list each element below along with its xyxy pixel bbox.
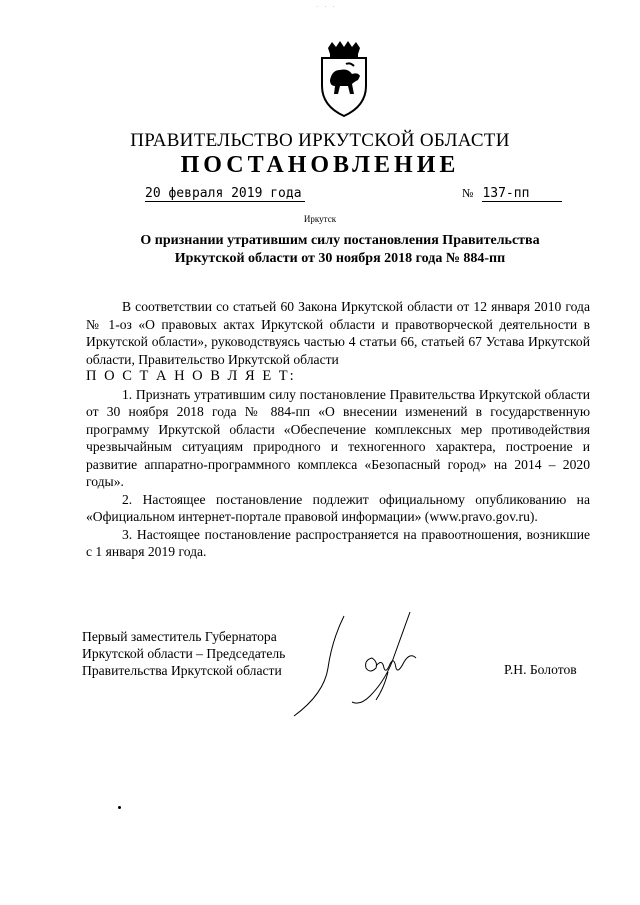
position-line-1: Первый заместитель Губернатора <box>82 629 277 644</box>
document-number: 137-пп <box>482 186 562 202</box>
document-date: 20 февраля 2019 года <box>145 186 305 202</box>
item-1-paragraph: 1. Признать утратившим силу постановление Правительства Иркутской области от 30 ноября 2018 года № 884-пп «О внесении изменений в государственную программу Иркутской области «Обеспечение комплексных мер противодействия чрезвычайным ситуациям природного и техногенного характера, построение и развитие аппаратно-программного комплекса «Безопасный город» на 2014 – 2020 годы». <box>86 386 590 489</box>
handwritten-signature <box>292 610 442 722</box>
signatory-position <box>82 628 285 679</box>
coat-of-arms-icon <box>318 40 370 120</box>
scan-dot <box>118 806 121 809</box>
top-mark: · · · <box>316 3 337 11</box>
document-type-title: ПОСТАНОВЛЕНИЕ <box>180 152 460 178</box>
document-number-block <box>462 186 562 202</box>
government-title: ПРАВИТЕЛЬСТВО ИРКУТСКОЙ ОБЛАСТИ <box>130 130 510 151</box>
position-line-2: Иркутской области – Председатель <box>82 646 286 661</box>
document-subject: О признании утратившим силу постановления Правительства Иркутской области от 30 ноября 2018 года № 884-пп <box>140 233 540 266</box>
number-sign: № <box>462 186 474 200</box>
decrees-heading: П О С Т А Н О В Л Я Е Т: <box>86 368 296 384</box>
city-label: Иркутск <box>303 214 337 224</box>
position-line-3: Правительства Иркутской области <box>82 663 282 678</box>
item-2-paragraph: 2. Настоящее постановление подлежит официальному опубликованию на «Официальном интернет-портале правовой информации» (www.pravo.gov.ru). <box>86 491 590 524</box>
document-body <box>86 298 590 561</box>
signatory-name: Р.Н. Болотов <box>504 662 577 677</box>
item-3-paragraph: 3. Настоящее постановление распространяется на правоотношения, возникшие с 1 января 2019 года. <box>86 526 590 559</box>
preamble-paragraph: В соответствии со статьей 60 Закона Иркутской области от 12 января 2010 года № 1-оз «О правовых актах Иркутской области и правотворческой деятельности в Иркутской области», руководствуясь частью 4 статьи 66, статьей 67 Устава Иркутской области, Правительство Иркутской области <box>86 299 590 367</box>
